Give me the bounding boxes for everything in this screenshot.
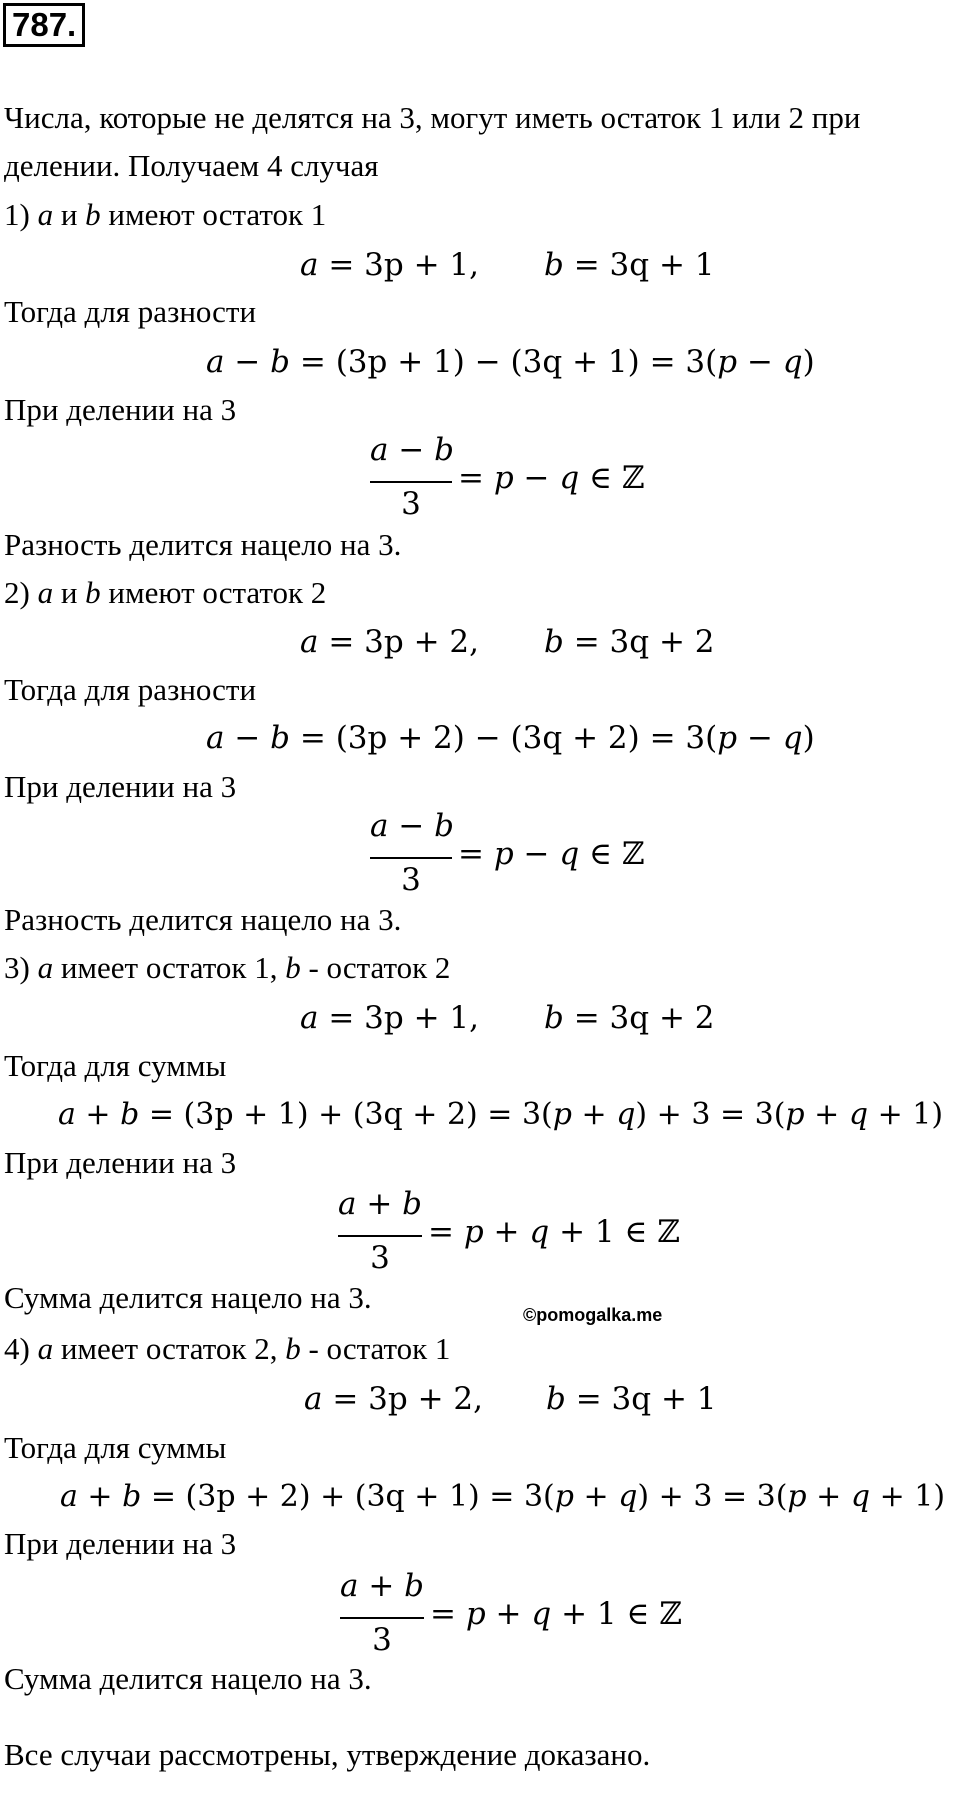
final-statement: Все случаи рассмотрены, утверждение доказано. — [4, 1737, 651, 1772]
case-3-rest: - остаток 2 — [308, 950, 451, 985]
case-1-var-b: b — [85, 197, 101, 232]
intro-line-2: делении. Получаем 4 случая — [4, 148, 379, 183]
watermark: ©pomogalka.me — [523, 1305, 663, 1325]
case-2-num: 2) — [4, 575, 30, 610]
case-4-var-b: b — [285, 1331, 301, 1366]
case-1-num: 1) — [4, 197, 30, 232]
case-3-then-label: Тогда для суммы — [4, 1048, 227, 1083]
case-3-frac-num: a + b — [338, 1186, 423, 1222]
case-3-frac-den: 3 — [370, 1240, 390, 1276]
case-3-num: 3) — [4, 950, 30, 985]
case-3-mid: имеет остаток 1, — [60, 950, 278, 985]
case-1-div-label: При делении на 3 — [4, 392, 237, 427]
case-4-conclusion: Сумма делится нацело на 3. — [4, 1661, 372, 1696]
case-2-mid: и — [60, 575, 78, 610]
case-3-div-label: При делении на 3 — [4, 1145, 237, 1180]
case-4-expression: a + b = (3p + 2) + (3q + 1) = 3(p + q) + 3 = 3(p + q + 1) — [60, 1479, 946, 1514]
case-1-frac-num: a − b — [370, 432, 455, 468]
case-3-eq-a: a = 3p + 1, — [300, 1000, 479, 1036]
case-3-var-b: b — [285, 950, 301, 985]
case-1-heading — [4, 195, 326, 235]
case-2-expression: a − b = (3p + 2) − (3q + 2) = 3(p − q) — [206, 720, 815, 756]
case-2-div-label: При делении на 3 — [4, 769, 237, 804]
case-2-eq-a: a = 3p + 2, — [300, 624, 479, 660]
case-4-div-label: При делении на 3 — [4, 1526, 237, 1561]
case-4-num: 4) — [4, 1331, 30, 1366]
case-3-eq-b: b = 3q + 2 — [544, 1000, 715, 1036]
case-4-frac-bar — [340, 1617, 424, 1619]
case-2-conclusion: Разность делится нацело на 3. — [4, 902, 402, 937]
case-4-var-a: a — [37, 1331, 54, 1366]
case-4-then-label: Тогда для суммы — [4, 1430, 227, 1465]
intro-line-1: Числа, которые не делятся на 3, могут иметь остаток 1 или 2 при — [4, 100, 861, 135]
case-1-eq-b: b = 3q + 1 — [544, 247, 715, 283]
case-4-frac-den: 3 — [372, 1622, 392, 1658]
case-2-var-b: b — [85, 575, 101, 610]
case-4-frac-result: = p + q + 1 ∈ ℤ — [430, 1596, 682, 1632]
case-4-eq-a: a = 3p + 2, — [304, 1381, 483, 1417]
case-2-heading — [4, 573, 326, 613]
case-2-frac-bar — [370, 857, 452, 859]
case-1-frac-bar — [370, 481, 452, 483]
case-4-mid: имеет остаток 2, — [60, 1331, 278, 1366]
case-1-var-a: a — [37, 197, 54, 232]
case-2-frac-result: = p − q ∈ ℤ — [458, 836, 645, 872]
case-3-heading — [4, 948, 450, 988]
case-4-frac-num: a + b — [340, 1568, 425, 1604]
case-3-frac-bar — [338, 1235, 422, 1237]
case-1-frac-den: 3 — [401, 486, 421, 522]
case-1-then-label: Тогда для разности — [4, 294, 257, 329]
case-2-rest: имеют остаток 2 — [108, 575, 327, 610]
case-4-heading — [4, 1329, 450, 1369]
case-1-eq-a: a = 3p + 1, — [300, 247, 479, 283]
case-2-eq-b: b = 3q + 2 — [544, 624, 715, 660]
case-1-rest: имеют остаток 1 — [108, 197, 327, 232]
problem-number: 787. — [3, 3, 85, 47]
case-3-conclusion: Сумма делится нацело на 3. — [4, 1280, 372, 1315]
case-1-mid: и — [60, 197, 78, 232]
case-2-frac-num: a − b — [370, 808, 455, 844]
case-3-var-a: a — [37, 950, 54, 985]
case-2-var-a: a — [37, 575, 54, 610]
case-1-frac-result: = p − q ∈ ℤ — [458, 460, 645, 496]
case-3-expression: a + b = (3p + 1) + (3q + 2) = 3(p + q) + 3 = 3(p + q + 1) — [58, 1097, 944, 1132]
case-4-rest: - остаток 1 — [308, 1331, 451, 1366]
case-3-frac-result: = p + q + 1 ∈ ℤ — [428, 1214, 680, 1250]
case-1-expression: a − b = (3p + 1) − (3q + 1) = 3(p − q) — [206, 344, 815, 380]
case-2-frac-den: 3 — [401, 862, 421, 898]
case-1-conclusion: Разность делится нацело на 3. — [4, 527, 402, 562]
case-2-then-label: Тогда для разности — [4, 672, 257, 707]
case-4-eq-b: b = 3q + 1 — [546, 1381, 717, 1417]
